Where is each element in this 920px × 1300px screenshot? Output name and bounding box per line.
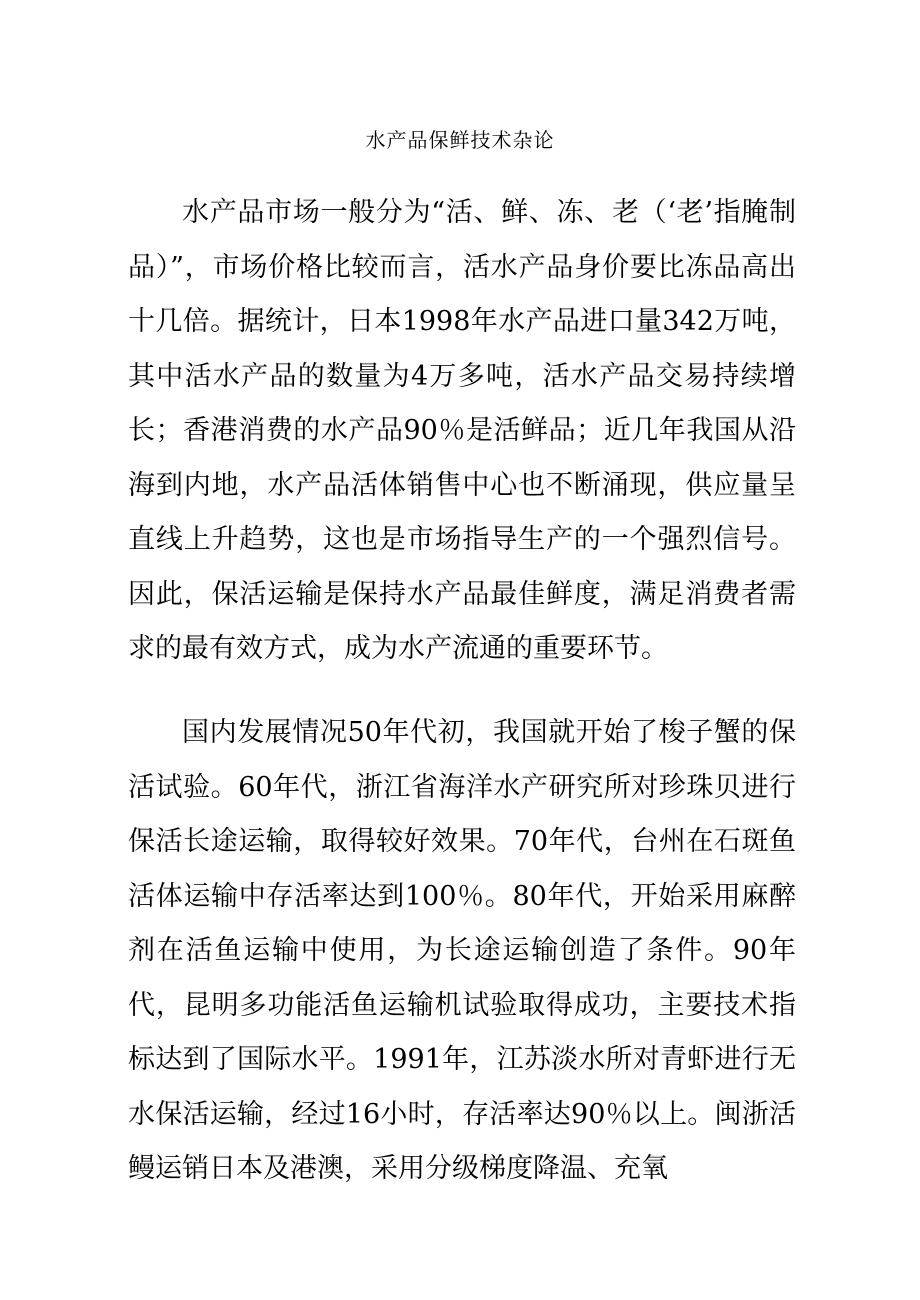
paragraph-market-overview: 水产品市场一般分为“活、鲜、冻、老（‘老’指腌制品）”，市场价格比较而言，活水产品身价要比冻品高出十几倍。据统计，日本1998年水产品进口量342万吨，其中活水产品的数量为4万多吨，活水产品交易持续增长；香港消费的水产品90％是活鲜品；近几年我国从沿海到内地，水产品活体销售中心也不断涌现，供应量呈直线上升趋势，这也是市场指导生产的一个强烈信号。因此，保活运输是保持水产品最佳鲜度，满足消费者需求的最有效方式，成为水产流通的重要环节。 [128, 197, 796, 664]
document-title: 水产品保鲜技术杂论 [365, 128, 555, 152]
paragraph-domestic-development: 国内发展情况50年代初，我国就开始了梭子蟹的保活试验。60年代，浙江省海洋水产研究所对珍珠贝进行保活长途运输，取得较好效果。70年代，台州在石斑鱼活体运输中存活率达到100％。80年代，开始采用麻醉剂在活鱼运输中使用，为长途运输创造了条件。90年代，昆明多功能活鱼运输机试验取得成功，主要技术指标达到了国际水平。1991年，江苏淡水所对青虾进行无水保活运输，经过16小时，存活率达90％以上。闽浙活鳗运销日本及港澳，采用分级梯度降温、充氧 [128, 717, 796, 1184]
